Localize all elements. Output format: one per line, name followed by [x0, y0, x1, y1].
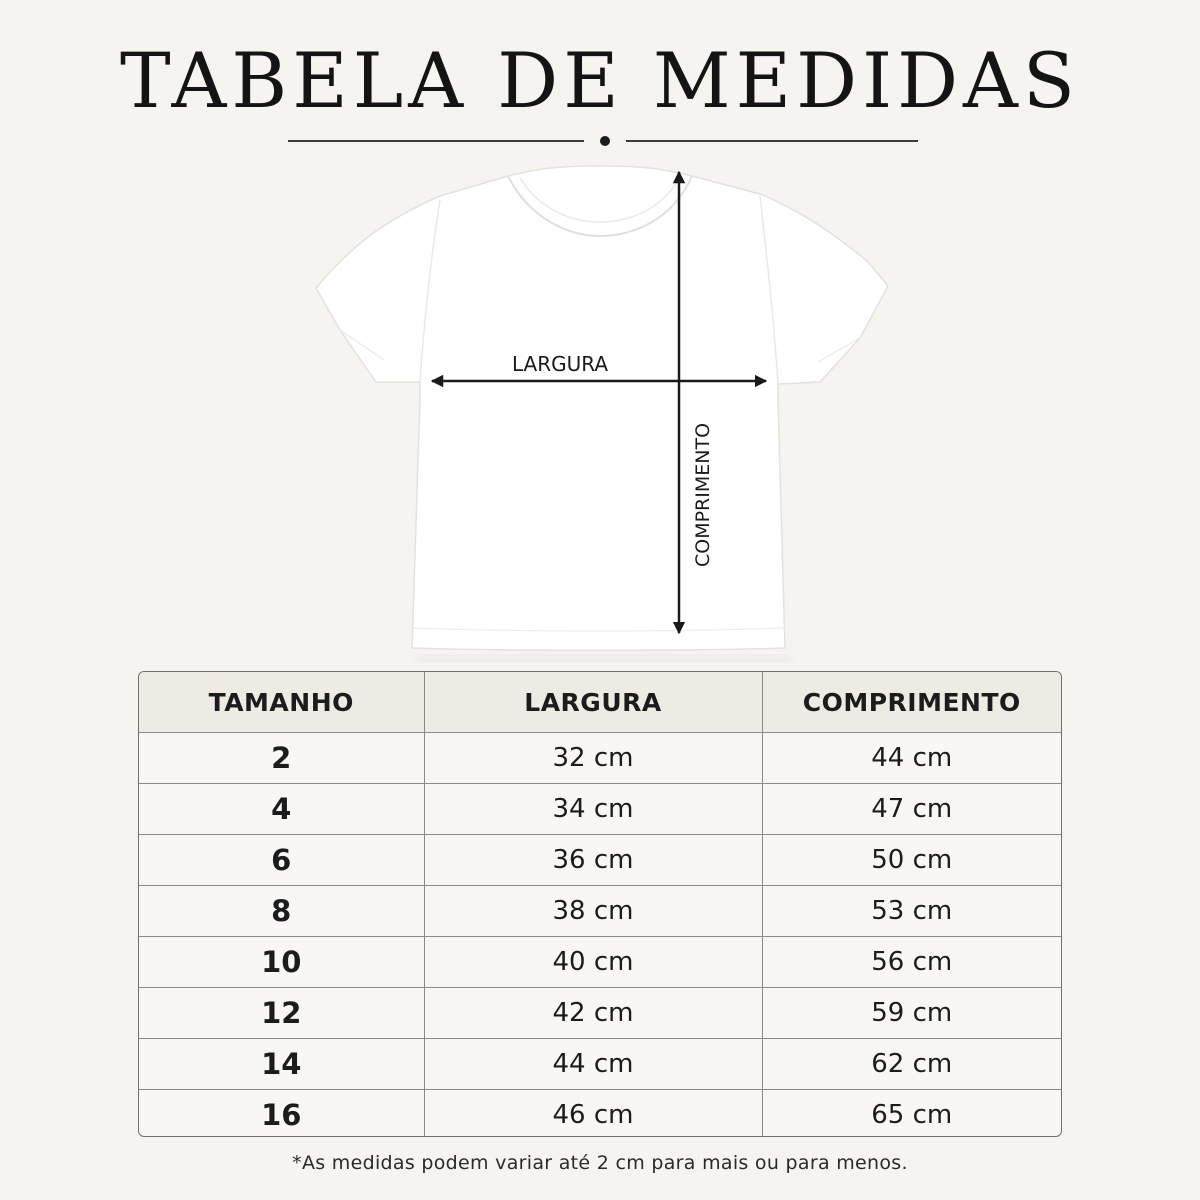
length-cell: 62 cm: [762, 1039, 1061, 1090]
length-label: COMPRIMENTO: [692, 422, 714, 568]
page-title: TABELA DE MEDIDAS: [120, 36, 1080, 125]
width-cell: 32 cm: [424, 733, 762, 784]
width-cell: 40 cm: [424, 937, 762, 988]
table-row: [139, 1090, 1061, 1138]
length-cell: 53 cm: [762, 886, 1061, 937]
size-cell: 10: [139, 937, 424, 988]
tshirt-shadow: [418, 655, 790, 662]
table-row: [139, 886, 1061, 937]
table-row: [139, 1039, 1061, 1090]
size-cell: 4: [139, 784, 424, 835]
width-cell: 34 cm: [424, 784, 762, 835]
length-cell: 59 cm: [762, 988, 1061, 1039]
column-header-width: LARGURA: [424, 672, 762, 733]
table-row: [139, 784, 1061, 835]
table-row: [139, 835, 1061, 886]
width-cell: 44 cm: [424, 1039, 762, 1090]
width-cell: 36 cm: [424, 835, 762, 886]
width-cell: 38 cm: [424, 886, 762, 937]
length-cell: 44 cm: [762, 733, 1061, 784]
size-cell: 8: [139, 886, 424, 937]
table-row: [139, 937, 1061, 988]
width-label: LARGURA: [511, 352, 609, 376]
footnote: *As medidas podem variar até 2 cm para mais ou para menos.: [292, 1152, 908, 1174]
tshirt-shape: [316, 166, 888, 650]
table-row: [139, 988, 1061, 1039]
table-header-row: [139, 672, 1061, 733]
length-cell: 56 cm: [762, 937, 1061, 988]
length-cell: 65 cm: [871, 1100, 953, 1130]
size-cell: 16: [139, 1090, 424, 1138]
width-cell: 42 cm: [424, 988, 762, 1039]
length-cell: 47 cm: [762, 784, 1061, 835]
length-cell: 50 cm: [762, 835, 1061, 886]
table-row: [139, 733, 1061, 784]
size-table-container: [138, 671, 1062, 1137]
size-table: [139, 672, 1061, 1137]
width-cell: 46 cm: [424, 1090, 762, 1138]
size-cell: 14: [139, 1039, 424, 1090]
column-header-length: COMPRIMENTO: [762, 672, 1061, 733]
size-cell: 2: [139, 733, 424, 784]
column-header-size: TAMANHO: [139, 672, 424, 733]
size-cell: 12: [139, 988, 424, 1039]
size-cell: 6: [139, 835, 424, 886]
